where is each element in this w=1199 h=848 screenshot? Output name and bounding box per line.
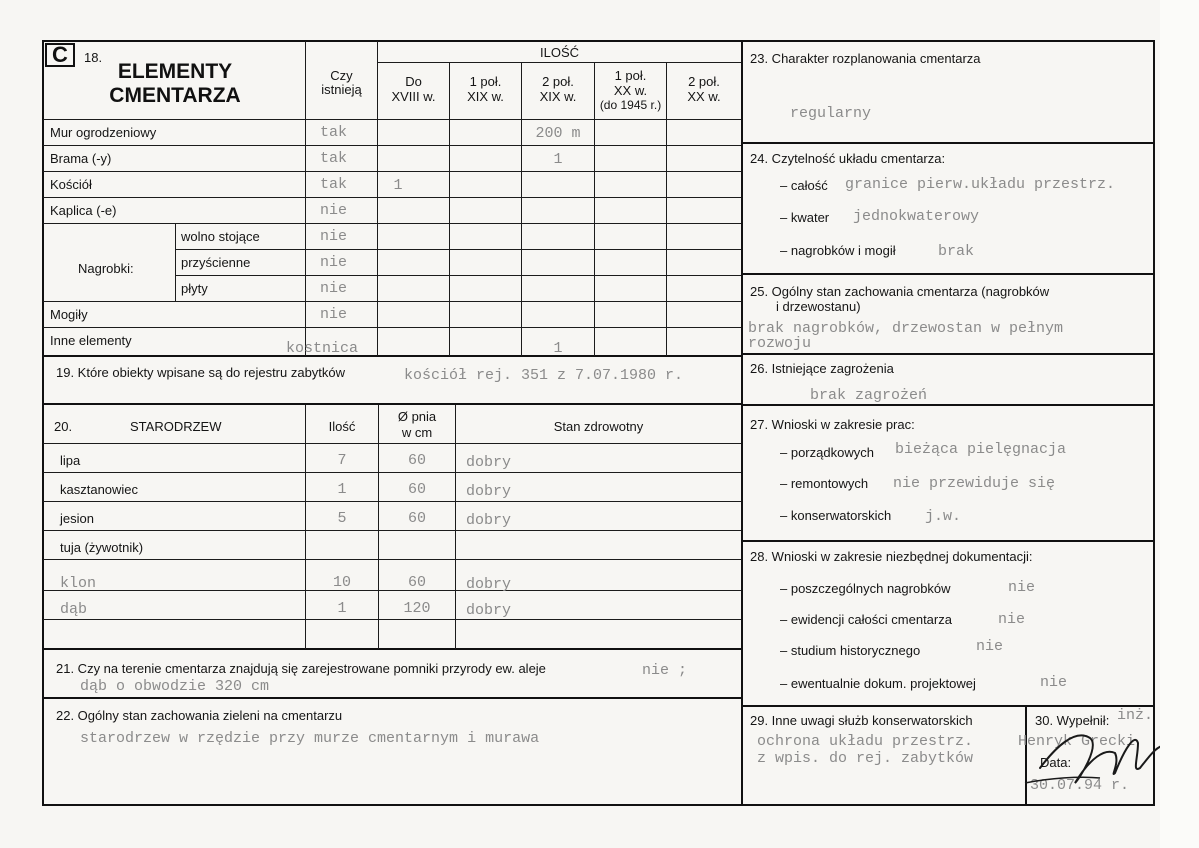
section-30-label: 30. Wypełnił: [1035,713,1110,728]
col-exists-line1: Czy [330,68,353,83]
s20-col-diam-line1: Ø pnia [397,409,437,424]
section-30-date-label: Data: [1040,755,1072,770]
s28-item-label: – ewidencji całości cmentarza [780,612,952,627]
nagrobki-group-label: Nagrobki: [78,261,134,276]
element-row-label: Mogiły [50,307,88,322]
element-row-label: Kościół [50,177,92,192]
tree-health: dobry [466,454,512,471]
section-22-label: 22. Ogólny stan zachowania zieleni na cmentarzu [56,708,343,723]
s28-item-label: – studium historycznego [780,643,921,658]
section-24-label: 24. Czytelność układu cmentarza: [750,151,946,166]
element-exists-value: kostnica [286,340,359,357]
section-18-title-line2: CMENTARZA [109,84,241,107]
element-exists-value: nie [320,254,348,271]
s24-item-value: granice pierw.układu przestrz. [845,176,1116,193]
element-row-label: płyty [181,281,208,296]
period-header-line: XX w. [687,89,721,104]
period-header-line: 1 poł. [614,68,647,83]
element-quantity-value: 200 m [535,125,581,142]
tree-name: dąb [60,601,88,618]
element-exists-value: nie [320,202,348,219]
tree-qty: 10 [332,574,351,591]
tree-diam: 60 [407,452,426,469]
element-row-label: wolno stojące [181,229,260,244]
period-header-line: Do [405,74,422,89]
s20-col-health: Stan zdrowotny [553,419,644,434]
s28-item-value: nie [976,638,1004,655]
section-20-title: STARODRZEW [130,419,222,434]
element-quantity-value: 1 [393,177,403,194]
col-exists-line2: istnieją [321,82,362,97]
tree-diam: 120 [403,600,431,617]
element-quantity-value: 1 [553,151,563,168]
section-letter: C [52,42,68,67]
section-20-number: 20. [54,419,73,434]
section-30-name-prefix: inż. [1117,707,1154,724]
section-25-value-line1: brak nagrobków, drzewostan w pełnym [748,320,1064,337]
section-25-label-line2: i drzewostanu) [776,299,861,314]
s28-item-label: – poszczególnych nagrobków [780,581,951,596]
s20-col-diam-line2: w cm [401,425,433,440]
section-29-label: 29. Inne uwagi służb konserwatorskich [750,713,973,728]
section-25-value-line2: rozwoju [748,335,812,352]
tree-name: lipa [60,453,81,468]
element-row-label: Brama (-y) [50,151,112,166]
section-30-date: 30.07.94 r. [1030,777,1130,794]
tree-name: klon [60,575,97,592]
tree-name: jesion [60,511,94,526]
s28-item-value: nie [1040,674,1068,691]
tree-name: kasztanowiec [60,482,139,497]
section-27-label: 27. Wnioski w zakresie prac: [750,417,915,432]
s27-item-label: – remontowych [780,476,869,491]
period-header-line: (do 1945 r.) [599,98,662,112]
handwritten-signature [1020,718,1170,798]
section-29-value-line2: z wpis. do rej. zabytków [757,750,974,767]
period-header-line: 2 poł. [688,74,720,89]
section-21-value1: nie ; [642,662,688,679]
s24-item-label: – nagrobków i mogił [780,243,896,258]
section-21-value2: dąb o obwodzie 320 cm [80,678,270,695]
col-quantity-header: ILOŚĆ [539,45,579,60]
element-row-label: Inne elementy [50,333,132,348]
section-23-label: 23. Charakter rozplanowania cmentarza [750,51,981,66]
period-header-line: XX w. [613,83,648,98]
s24-item-label: – kwater [780,210,830,225]
tree-health: dobry [466,576,512,593]
tree-qty: 1 [337,600,347,617]
section-21-label: 21. Czy na terenie cmentarza znajdują się zarejestrowane pomniki przyrody ew. aleje [56,661,546,676]
section-28-label: 28. Wnioski w zakresie niezbędnej dokumentacji: [750,549,1033,564]
section-19-label: 19. Które obiekty wpisane są do rejestru zabytków [56,365,346,380]
period-header-line: XVIII w. [391,89,436,104]
section-22-value: starodrzew w rzędzie przy murze cmentarnym i murawa [80,730,540,747]
s27-item-label: – porządkowych [780,445,874,460]
element-exists-value: tak [320,150,348,167]
section-29-value-line1: ochrona układu przestrz. [757,733,974,750]
tree-name: tuja (żywotnik) [60,540,144,555]
section-26-label: 26. Istniejące zagrożenia [750,361,894,376]
element-exists-value: nie [320,228,348,245]
period-header-line: 1 poł. [469,74,502,89]
section-26-value: brak zagrożeń [810,387,928,404]
s28-item-value: nie [1008,579,1036,596]
s28-item-value: nie [998,611,1026,628]
section-25-label-line1: 25. Ogólny stan zachowania cmentarza (nagrobków [750,284,1050,299]
tree-diam: 60 [407,481,426,498]
tree-qty: 5 [337,510,347,527]
element-quantity-value: 1 [553,340,563,357]
section-18-number: 18. [84,50,103,65]
tree-diam: 60 [407,510,426,527]
element-row-label: przyścienne [181,255,251,270]
element-exists-value: tak [320,124,348,141]
section-23-value: regularny [790,105,872,122]
section-30-name: Henryk Grecki [1018,733,1136,750]
tree-health: dobry [466,512,512,529]
s24-item-value: jednokwaterowy [853,208,980,225]
element-row-label: Kaplica (-e) [50,203,117,218]
s28-item-label: – ewentualnie dokum. projektowej [780,676,976,691]
element-exists-value: tak [320,176,348,193]
tree-qty: 1 [337,481,347,498]
tree-health: dobry [466,483,512,500]
card-edge [1160,0,1199,848]
period-header-line: XIX w. [467,89,504,104]
section-18-title-line1: ELEMENTY [117,60,233,83]
section-19-value: kościół rej. 351 z 7.07.1980 r. [404,367,684,384]
s27-item-value: nie przewiduje się [893,475,1056,492]
tree-diam: 60 [407,574,426,591]
period-header-line: XIX w. [539,89,577,104]
element-row-label: Mur ogrodzeniowy [50,125,157,140]
tree-qty: 7 [337,452,347,469]
s20-col-qty: Ilość [328,419,356,434]
element-exists-value: nie [320,280,348,297]
s27-item-value: bieżąca pielęgnacja [895,441,1067,458]
element-exists-value: nie [320,306,348,323]
s27-item-label: – konserwatorskich [780,508,892,523]
s24-item-label: – całość [780,178,828,193]
s27-item-value: j.w. [925,508,962,525]
period-header-line: 2 poł. [542,74,574,89]
tree-health: dobry [466,602,512,619]
s24-item-value: brak [938,243,975,260]
